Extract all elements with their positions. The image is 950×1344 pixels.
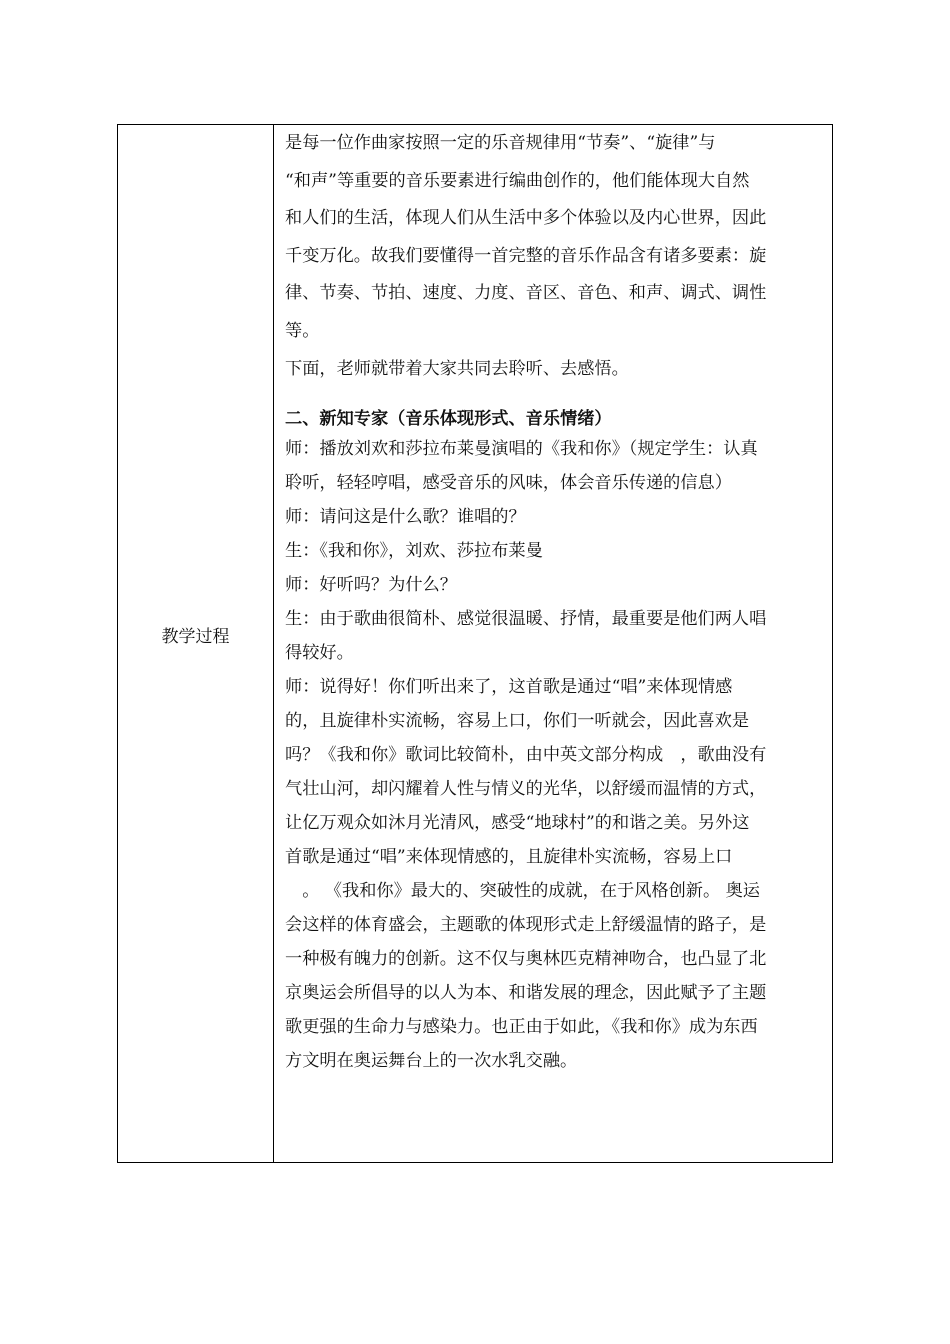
- row-label: 教学过程: [161, 627, 230, 647]
- text-line: 京奥运会所倡导的以人为本、和谐发展的理念，因此赋予了主题: [285, 983, 767, 1004]
- text-line: 是每一位作曲家按照一定的乐音规律用“节奏”、“旋律”与: [285, 133, 716, 153]
- text-line: 等。: [285, 320, 320, 341]
- text-line: 吗？《我和你》歌词比较简朴，由中英文部分构成 ，歌曲没有: [285, 745, 767, 766]
- paragraph-intro: [285, 125, 823, 388]
- text-line: 师：说得好！你们听出来了，这首歌是通过“唱”来体现情感: [285, 677, 733, 698]
- text-line: 。 《我和你》最大的、突破性的成就，在于风格创新。 奥运: [285, 881, 760, 902]
- paragraph-dialogue: [285, 432, 823, 1078]
- text-line: “和声”等重要的音乐要素进行编曲创作的，他们能体现大自然: [285, 170, 750, 191]
- column-divider: [273, 125, 274, 1162]
- content-cell: [285, 125, 823, 1078]
- text-line: 生：《我和你》，刘欢、莎拉布莱曼: [285, 541, 543, 562]
- text-line: 得较好。: [285, 643, 354, 664]
- text-line: 的，且旋律朴实流畅，容易上口，你们一听就会，因此喜欢是: [285, 711, 750, 732]
- section-heading: 二、新知专家（音乐体现形式、音乐情绪）: [285, 409, 612, 430]
- lesson-table: [117, 124, 833, 1163]
- text-line: 生：由于歌曲很简朴、感觉很温暖、抒情，最重要是他们两人唱: [285, 609, 767, 630]
- row-label-cell: [118, 125, 273, 1162]
- text-line: 律、节奏、节拍、速度、力度、音区、音色、和声、调式、调性: [285, 283, 767, 304]
- text-line: 师：请问这是什么歌？谁唱的？: [285, 507, 526, 528]
- text-line: 会这样的体育盛会，主题歌的体现形式走上舒缓温情的路子，是: [285, 915, 767, 936]
- text-line: 让亿万观众如沐月光清风，感受“地球村”的和谐之美。另外这: [285, 813, 750, 834]
- text-line: 气壮山河，却闪耀着人性与情义的光华，以舒缓而温情的方式，: [285, 779, 767, 800]
- text-line: 下面，老师就带着大家共同去聆听、去感悟。: [285, 358, 629, 379]
- text-line: 师：播放刘欢和莎拉布莱曼演唱的《我和你》（规定学生：认真: [285, 439, 758, 460]
- text-line: 一种极有魄力的创新。这不仅与奥林匹克精神吻合，也凸显了北: [285, 949, 767, 970]
- text-line: 千变万化。故我们要懂得一首完整的音乐作品含有诸多要素：旋: [285, 245, 767, 266]
- text-line: 方文明在奥运舞台上的一次水乳交融。: [285, 1051, 578, 1072]
- text-line: 歌更强的生命力与感染力。也正由于如此，《我和你》成为东西: [285, 1017, 758, 1038]
- spacer: [285, 388, 823, 406]
- text-line: 聆听，轻轻哼唱，感受音乐的风味，体会音乐传递的信息）: [285, 473, 732, 494]
- text-line: 和人们的生活，体现人们从生活中多个体验以及内心世界，因此: [285, 208, 767, 229]
- text-line: 师：好听吗？为什么？: [285, 575, 457, 596]
- text-line: 首歌是通过“唱”来体现情感的，且旋律朴实流畅，容易上口: [285, 847, 733, 868]
